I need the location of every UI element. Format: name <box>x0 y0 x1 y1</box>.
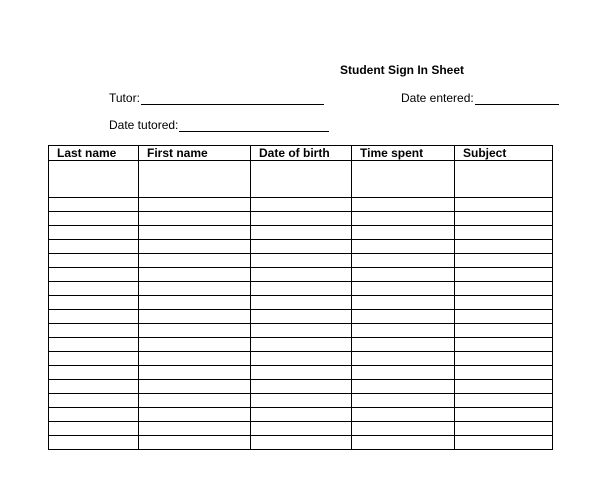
table-cell-subject[interactable] <box>455 366 553 380</box>
table-cell-time-spent[interactable] <box>352 324 455 338</box>
table-cell-subject[interactable] <box>455 282 553 296</box>
table-cell-last-name[interactable] <box>49 161 139 198</box>
table-cell-date-of-birth[interactable] <box>251 422 352 436</box>
table-cell-last-name[interactable] <box>49 254 139 268</box>
sign-in-table <box>48 145 553 450</box>
table-cell-last-name[interactable] <box>49 324 139 338</box>
table-row <box>49 198 553 212</box>
table-cell-first-name[interactable] <box>139 212 251 226</box>
table-cell-time-spent[interactable] <box>352 436 455 450</box>
table-row <box>49 394 553 408</box>
table-cell-date-of-birth[interactable] <box>251 310 352 324</box>
table-row <box>49 212 553 226</box>
table-cell-first-name[interactable] <box>139 338 251 352</box>
table-cell-last-name[interactable] <box>49 198 139 212</box>
table-cell-subject[interactable] <box>455 338 553 352</box>
table-cell-subject[interactable] <box>455 254 553 268</box>
table-cell-date-of-birth[interactable] <box>251 282 352 296</box>
table-cell-time-spent[interactable] <box>352 212 455 226</box>
table-cell-date-of-birth[interactable] <box>251 352 352 366</box>
table-cell-time-spent[interactable] <box>352 352 455 366</box>
column-header-first-name: First name <box>139 146 251 161</box>
column-header-last-name: Last name <box>49 146 139 161</box>
table-row <box>49 226 553 240</box>
table-cell-subject[interactable] <box>455 226 553 240</box>
table-cell-first-name[interactable] <box>139 352 251 366</box>
table-cell-date-of-birth[interactable] <box>251 161 352 198</box>
table-row <box>49 436 553 450</box>
table-cell-date-of-birth[interactable] <box>251 212 352 226</box>
table-cell-last-name[interactable] <box>49 422 139 436</box>
table-cell-date-of-birth[interactable] <box>251 296 352 310</box>
table-body <box>49 161 553 450</box>
table-cell-first-name[interactable] <box>139 380 251 394</box>
table-cell-first-name[interactable] <box>139 394 251 408</box>
table-cell-time-spent[interactable] <box>352 310 455 324</box>
table-cell-date-of-birth[interactable] <box>251 338 352 352</box>
table-cell-subject[interactable] <box>455 161 553 198</box>
date-entered-blank-line[interactable] <box>475 92 559 105</box>
table-cell-first-name[interactable] <box>139 324 251 338</box>
table-row <box>49 422 553 436</box>
table-row <box>49 254 553 268</box>
table-row <box>49 366 553 380</box>
column-header-date-of-birth: Date of birth <box>251 146 352 161</box>
table-cell-time-spent[interactable] <box>352 380 455 394</box>
table-cell-first-name[interactable] <box>139 366 251 380</box>
table-cell-first-name[interactable] <box>139 408 251 422</box>
table-cell-time-spent[interactable] <box>352 161 455 198</box>
table-cell-subject[interactable] <box>455 296 553 310</box>
table-cell-last-name[interactable] <box>49 338 139 352</box>
table-cell-last-name[interactable] <box>49 408 139 422</box>
table-cell-date-of-birth[interactable] <box>251 324 352 338</box>
date-tutored-label: Date tutored: <box>109 118 179 132</box>
table-row <box>49 310 553 324</box>
date-tutored-field <box>109 118 329 132</box>
table-cell-time-spent[interactable] <box>352 296 455 310</box>
table-header-row <box>49 146 553 161</box>
table-cell-first-name[interactable] <box>139 296 251 310</box>
table-cell-subject[interactable] <box>455 408 553 422</box>
table-cell-subject[interactable] <box>455 212 553 226</box>
table-cell-time-spent[interactable] <box>352 366 455 380</box>
table-cell-date-of-birth[interactable] <box>251 226 352 240</box>
table-cell-date-of-birth[interactable] <box>251 240 352 254</box>
tutor-field <box>109 91 324 105</box>
table-row <box>49 268 553 282</box>
table-row <box>49 408 553 422</box>
column-header-subject: Subject <box>455 146 553 161</box>
table-cell-last-name[interactable] <box>49 436 139 450</box>
table-cell-first-name[interactable] <box>139 436 251 450</box>
table-cell-last-name[interactable] <box>49 380 139 394</box>
table-cell-last-name[interactable] <box>49 240 139 254</box>
table-cell-subject[interactable] <box>455 240 553 254</box>
table-cell-time-spent[interactable] <box>352 394 455 408</box>
table-cell-last-name[interactable] <box>49 282 139 296</box>
table-row <box>49 296 553 310</box>
table-cell-subject[interactable] <box>455 380 553 394</box>
table-cell-first-name[interactable] <box>139 226 251 240</box>
table-cell-subject[interactable] <box>455 198 553 212</box>
table-cell-time-spent[interactable] <box>352 338 455 352</box>
table-cell-last-name[interactable] <box>49 212 139 226</box>
table-cell-time-spent[interactable] <box>352 282 455 296</box>
table-cell-subject[interactable] <box>455 422 553 436</box>
tutor-blank-line[interactable] <box>141 92 324 105</box>
table-cell-first-name[interactable] <box>139 422 251 436</box>
table-cell-date-of-birth[interactable] <box>251 254 352 268</box>
table-cell-date-of-birth[interactable] <box>251 380 352 394</box>
table-cell-first-name[interactable] <box>139 310 251 324</box>
table-row <box>49 324 553 338</box>
table-cell-last-name[interactable] <box>49 296 139 310</box>
table-row <box>49 240 553 254</box>
table-cell-time-spent[interactable] <box>352 240 455 254</box>
table-cell-subject[interactable] <box>455 352 553 366</box>
table-cell-subject[interactable] <box>455 268 553 282</box>
table-cell-time-spent[interactable] <box>352 268 455 282</box>
table-cell-first-name[interactable] <box>139 198 251 212</box>
table-cell-last-name[interactable] <box>49 352 139 366</box>
table-cell-subject[interactable] <box>455 324 553 338</box>
date-entered-label: Date entered: <box>401 91 474 105</box>
tutor-label: Tutor: <box>109 91 140 105</box>
table-cell-date-of-birth[interactable] <box>251 268 352 282</box>
table-cell-first-name[interactable] <box>139 254 251 268</box>
table-cell-subject[interactable] <box>455 436 553 450</box>
table-cell-last-name[interactable] <box>49 268 139 282</box>
table-cell-date-of-birth[interactable] <box>251 394 352 408</box>
table-cell-date-of-birth[interactable] <box>251 198 352 212</box>
page-title: Student Sign In Sheet <box>340 63 465 77</box>
table-cell-date-of-birth[interactable] <box>251 366 352 380</box>
table-cell-time-spent[interactable] <box>352 254 455 268</box>
table-row <box>49 338 553 352</box>
table-row <box>49 161 553 198</box>
date-tutored-blank-line[interactable] <box>179 119 329 132</box>
table-cell-subject[interactable] <box>455 310 553 324</box>
table-row <box>49 380 553 394</box>
column-header-time-spent: Time spent <box>352 146 455 161</box>
table-cell-time-spent[interactable] <box>352 198 455 212</box>
table-cell-date-of-birth[interactable] <box>251 436 352 450</box>
table-cell-time-spent[interactable] <box>352 422 455 436</box>
date-entered-field <box>401 91 559 105</box>
table-cell-first-name[interactable] <box>139 282 251 296</box>
table-cell-first-name[interactable] <box>139 240 251 254</box>
table-cell-time-spent[interactable] <box>352 408 455 422</box>
table-cell-last-name[interactable] <box>49 394 139 408</box>
table-cell-last-name[interactable] <box>49 310 139 324</box>
table-row <box>49 282 553 296</box>
table-cell-date-of-birth[interactable] <box>251 408 352 422</box>
table-cell-time-spent[interactable] <box>352 226 455 240</box>
table-cell-last-name[interactable] <box>49 226 139 240</box>
table-cell-first-name[interactable] <box>139 268 251 282</box>
table-cell-last-name[interactable] <box>49 366 139 380</box>
table-cell-first-name[interactable] <box>139 161 251 198</box>
table-cell-subject[interactable] <box>455 394 553 408</box>
table-row <box>49 352 553 366</box>
